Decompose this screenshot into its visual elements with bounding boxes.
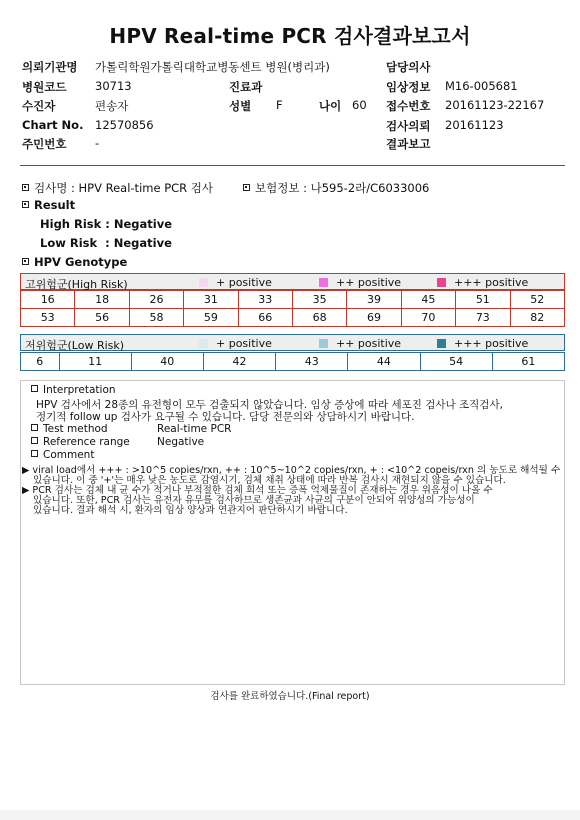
comment-1-line-1: ▶ viral load에서 +++ : >10^5 copies/rxn, ++ : 10^5~10^2 copies/rxn, + : <10^2 copeis/rxn 의 농도로 해석될 수 — [22, 465, 561, 476]
genotype-cell: 42 — [203, 353, 275, 371]
high-legend-plusplusplus — [437, 276, 528, 289]
final-report-note: 검사를 완료하였습니다.(Final report) — [210, 691, 370, 702]
bullet-icon — [31, 450, 38, 457]
legend-label: ++ positive — [336, 337, 402, 350]
exam-request-value: 20161123 — [445, 118, 504, 132]
sex-value: F — [276, 98, 283, 112]
examinee-label: 수진자 — [22, 99, 56, 113]
legend-label: + positive — [216, 276, 272, 289]
genotype-cell: 70 — [401, 309, 455, 327]
genotype-cell: 43 — [276, 353, 348, 371]
genotype-cell: 68 — [292, 309, 346, 327]
bullet-icon — [22, 258, 29, 265]
genotype-cell: 73 — [456, 309, 510, 327]
genotype-cell: 59 — [184, 309, 238, 327]
resident-no-label: 주민번호 — [22, 137, 67, 151]
legend-swatch — [437, 278, 446, 287]
comment-1-line-2: 있습니다. 이 중 '+'는 매우 낮은 농도로 감염시기, 검체 채취 상태에 따라 반복 검사시 재현되지 않을 수 있습니다. — [33, 475, 506, 486]
table-row — [21, 309, 565, 327]
comment-heading-line — [31, 449, 94, 461]
low-legend-plusplusplus — [437, 337, 528, 350]
genotype-cell: 56 — [75, 309, 129, 327]
comment-2-line-1: ▶ PCR 검사는 검체 내 균 수가 적거나 부적절한 검체 희석 또는 증폭 억제물질이 존재하는 경우 위음성이 나올 수 — [22, 485, 493, 496]
genotype-cell: 58 — [129, 309, 183, 327]
test-name-line — [22, 180, 213, 196]
genotype-cell: 6 — [21, 353, 60, 371]
result-report-label: 결과보고 — [386, 137, 431, 151]
interpretation-heading: Interpretation — [43, 384, 116, 396]
high-legend-plusplus — [319, 276, 401, 289]
genotype-cell: 45 — [401, 291, 455, 309]
genotype-cell: 18 — [75, 291, 129, 309]
comment-2-line-2: 있습니다. 또한, PCR 검사는 유전자 유무를 검사하므로 생존균과 사균의 구분이 안되어 위양성의 가능성이 — [33, 495, 475, 506]
genotype-cell: 61 — [492, 353, 564, 371]
bullet-icon — [31, 437, 38, 444]
test-name: 검사명 : HPV Real-time PCR 검사 — [34, 181, 214, 195]
table-row — [21, 291, 565, 309]
genotype-cell: 33 — [238, 291, 292, 309]
genotype-cell: 26 — [129, 291, 183, 309]
report-title: HPV Real-time PCR 검사결과보고서 — [109, 24, 471, 48]
genotype-cell: 53 — [21, 309, 75, 327]
interpretation-text-2: 정기적 follow up 검사가 요구될 수 있습니다. 담당 전문의와 상담하시기 바랍니다. — [36, 411, 415, 423]
exam-request-label: 검사의뢰 — [386, 119, 431, 133]
department-label: 진료과 — [229, 80, 263, 94]
result-heading: Result — [34, 198, 76, 212]
legend-swatch — [319, 278, 328, 287]
genotype-cell: 39 — [347, 291, 401, 309]
interpretation-box — [20, 380, 565, 685]
bullet-icon — [22, 184, 29, 191]
low-legend-plusplus — [319, 337, 401, 350]
high-risk-header — [20, 273, 565, 290]
low-legend-plus — [199, 337, 272, 350]
receipt-no-value: 20161123-22167 — [445, 98, 545, 112]
legend-label: +++ positive — [454, 337, 529, 350]
legend-label: +++ positive — [454, 276, 529, 289]
legend-label: + positive — [216, 337, 272, 350]
genotype-cell: 31 — [184, 291, 238, 309]
result-heading-line — [22, 198, 75, 212]
divider — [20, 165, 565, 166]
clinical-info-label: 임상정보 — [386, 80, 431, 94]
examinee-value: 편송자 — [95, 99, 129, 113]
low-risk-header — [20, 334, 565, 351]
comment-2-line-3: 있습니다. 결과 해석 시, 환자의 임상 양상과 연관지어 판단하시기 바랍니다. — [33, 505, 348, 516]
legend-swatch — [199, 339, 208, 348]
low-risk-table — [20, 352, 565, 371]
genotype-cell: 69 — [347, 309, 401, 327]
bullet-icon — [31, 424, 38, 431]
age-value: 60 — [352, 98, 367, 112]
insurance-info: 보험정보 : 나595-2라/C6033006 — [255, 181, 430, 195]
legend-swatch — [319, 339, 328, 348]
high-risk-table — [20, 290, 565, 327]
high-risk-label: 고위험군(High Risk) — [25, 278, 128, 291]
sex-label: 성별 — [229, 99, 252, 113]
genotype-cell: 54 — [420, 353, 492, 371]
interpretation-heading-line — [31, 384, 116, 396]
bullet-icon — [22, 201, 29, 208]
test-method-value: Real-time PCR — [157, 423, 232, 435]
comment-heading: Comment — [43, 449, 95, 461]
legend-label: ++ positive — [336, 276, 402, 289]
genotype-cell: 82 — [510, 309, 564, 327]
genotype-cell: 16 — [21, 291, 75, 309]
genotype-heading: HPV Genotype — [34, 255, 128, 269]
reference-range-label: Reference range — [43, 436, 130, 448]
requesting-org-value: 가톨릭학원가톨릭대학교병동센트 병원(병리과) — [95, 60, 330, 74]
low-risk-result: Low Risk : Negative — [40, 236, 172, 250]
low-risk-label: 저위험군(Low Risk) — [25, 339, 125, 352]
genotype-cell: 44 — [348, 353, 420, 371]
requesting-org-label: 의뢰기관명 — [22, 60, 78, 74]
attending-label: 담당의사 — [386, 60, 431, 74]
test-method-label: Test method — [43, 423, 108, 435]
interpretation-text-1: HPV 검사에서 28종의 유전형이 모두 검출되지 않았습니다. 임상 증상에 따라 세포진 검사나 조직검사, — [36, 399, 503, 411]
genotype-cell: 11 — [59, 353, 131, 371]
genotype-cell: 40 — [131, 353, 203, 371]
genotype-heading-line — [22, 255, 127, 269]
chart-no-label: Chart No. — [22, 118, 84, 132]
hospital-code-value: 30713 — [95, 79, 132, 93]
high-legend-plus — [199, 276, 272, 289]
test-method-line — [31, 423, 108, 435]
reference-range-value: Negative — [157, 436, 205, 448]
bullet-icon — [31, 385, 38, 392]
legend-swatch — [199, 278, 208, 287]
hospital-code-label: 병원코드 — [22, 80, 67, 94]
high-risk-result: High Risk : Negative — [40, 217, 173, 231]
receipt-no-label: 접수번호 — [386, 99, 431, 113]
reference-range-line — [31, 436, 130, 448]
table-row — [21, 353, 565, 371]
age-label: 나이 — [319, 99, 342, 113]
genotype-cell: 52 — [510, 291, 564, 309]
chart-no-value: 12570856 — [95, 118, 154, 132]
insurance-line — [243, 180, 429, 196]
genotype-cell: 35 — [292, 291, 346, 309]
genotype-cell: 66 — [238, 309, 292, 327]
resident-no-value: - — [95, 136, 100, 150]
genotype-cell: 51 — [456, 291, 510, 309]
bullet-icon — [243, 184, 250, 191]
legend-swatch — [437, 339, 446, 348]
clinical-info-value: M16-005681 — [445, 79, 518, 93]
